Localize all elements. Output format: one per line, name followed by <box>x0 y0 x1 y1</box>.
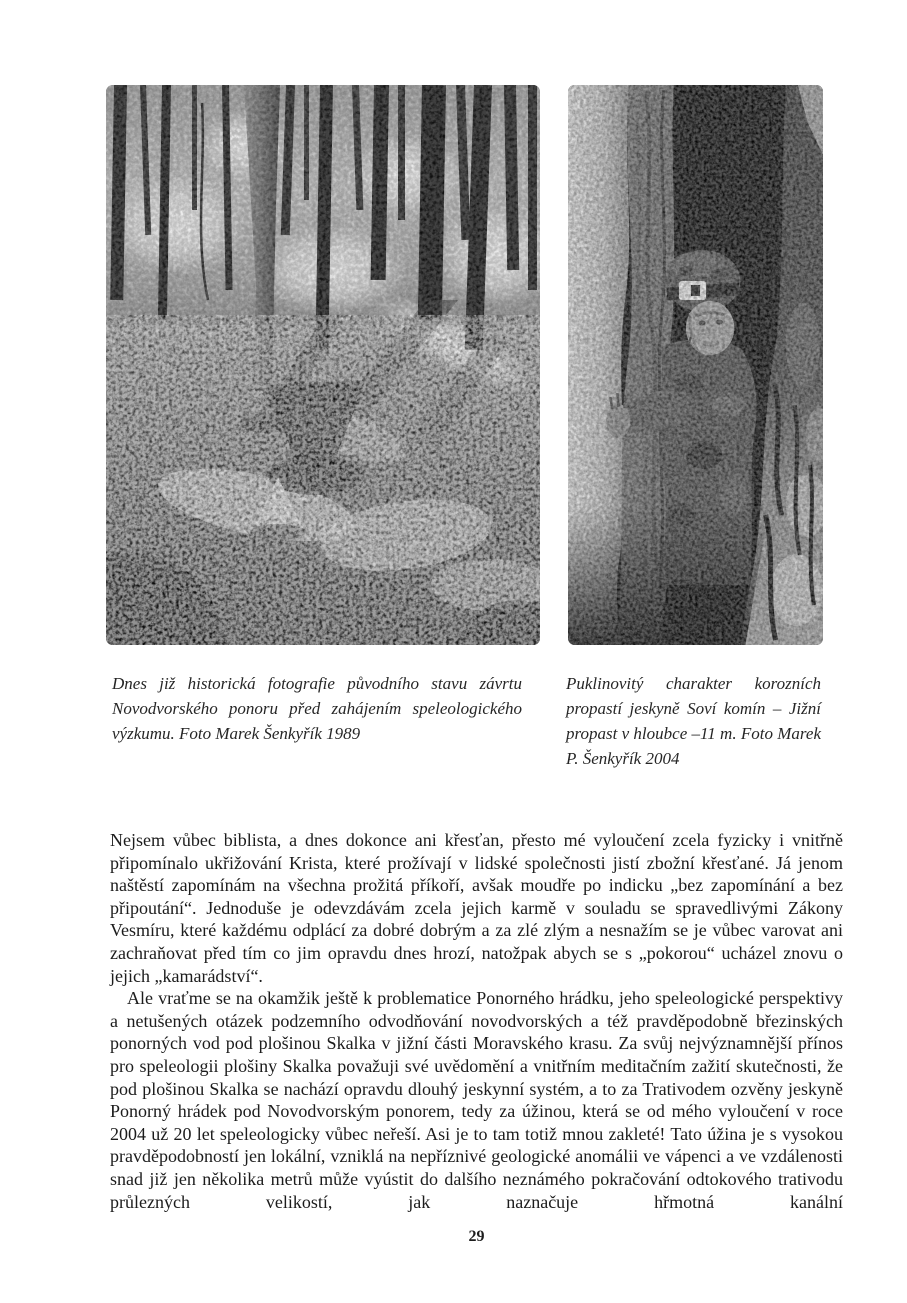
page-number: 29 <box>468 1228 485 1245</box>
figure-left <box>106 85 540 746</box>
cave-crevice-photo <box>568 85 823 645</box>
paragraph-2: Ale vraťme se na okamžik ještě k problematice Ponorného hrádku, jeho speleologické perspektivy a netušených otázek podzemního odvodňování novodvorských a též pravděpodobně březinských ponorných vod pod plošinou Skalka v jižní části Moravského krasu. Za svůj nejvýznamnější přínos pro speleologii plošiny Skalka považuji své uvědomění a vnitřním meditačním zažití skutečnosti, že pod plošinou Skalka se nachází opravdu dlouhý jeskynní systém, a to za Trativodem ozvěny jeskyně Ponorný hrádek pod Novodvorským ponorem, tedy za úžinou, která se od mého vyloučení v roce 2004 už 20 let speleologicky vůbec neřeší. Asi je to tam totiž mnou zakleté! Tato úžina je s vysokou pravděpodobností jen lokální, vzniklá na nepříznivé geologické anomálii ve vápenci a ve vzdálenosti snad již jen několika metrů může vyústit do dalšího neznámého pokračování odtokového trativodu průlezných velikostí, jak naznačuje hřmotná kanální <box>110 988 843 1212</box>
figure-caption-right: Puklinovitý charakter korozních propastí jeskyně Soví komín – Jižní propast v hloubce –11 m. Foto Marek P. Šenkyřík 2004 <box>566 674 821 768</box>
forest-sinkhole-photo <box>106 85 540 645</box>
paragraph-1: Nejsem vůbec biblista, a dnes dokonce ani křesťan, přesto mé vyloučení zcela fyzicky i vnitřně připomínalo ukřižování Krista, které prožívají v lidské společnosti jistí zbožní křesťané. Já jenom naštěstí zapomínám na všechna prožitá příkoří, avšak moudře po indicku „bez zapomínání a bez připoutání“. Jednoduše je odevzdávám zcela jejich karmě v souladu se spravedlivými Zákony Vesmíru, které každému odplácí za dobré dobrým a za zlé zlým a nesnažím se je vůbec varovat ani zachraňovat před tím co jim opravdu dnes hrozí, natožpak abych se s „pokorou“ ucházel znovu o jejich „kamarádství“. <box>110 830 843 986</box>
figure-caption-left: Dnes již historická fotografie původního stavu závrtu Novodvorského ponoru před zahájením speleologického výzkumu. Foto Marek Šenkyřík 1989 <box>112 674 522 743</box>
article-text <box>110 829 843 1213</box>
figure-right <box>568 85 823 771</box>
